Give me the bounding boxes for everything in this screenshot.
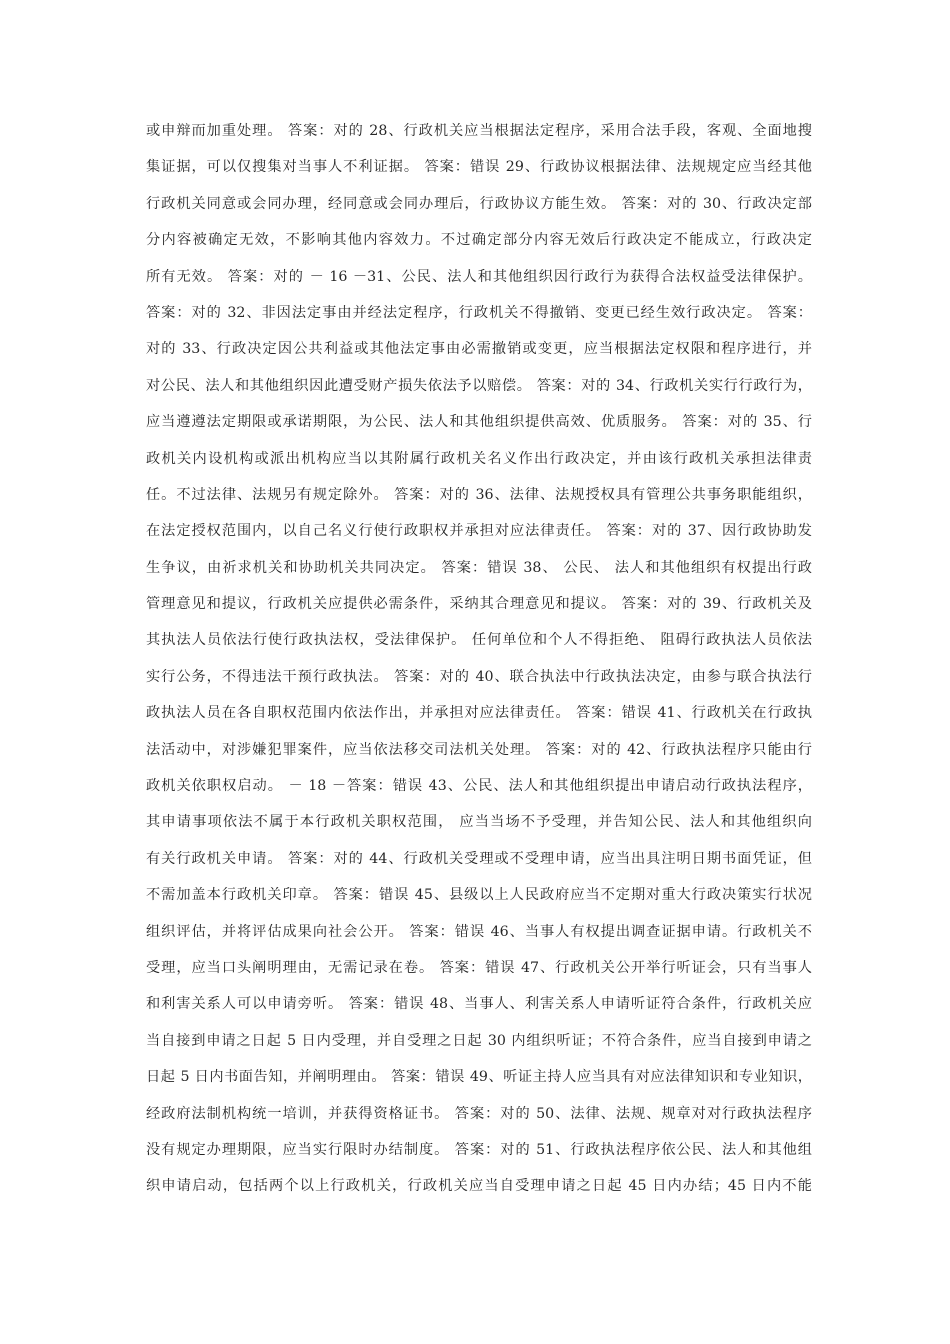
text-line: 或申辩而加重处理。 答案：对的 28、行政机关应当根据法定程序，采用合法手段，客观、全面地搜	[146, 123, 812, 139]
text-line: 行政机关同意或会同办理，经同意或会同办理后，行政协议方能生效。 答案：对的 30、行政决定部	[146, 195, 812, 212]
text-line: 政机关内设机构或派出机构应当以其附属行政机关名义作出行政决定，并由该行政机关承担法律责	[146, 450, 812, 467]
text-line: 当自接到申请之日起 5 日内受理，并自受理之日起 30 内组织听证；不符合条件，应当自接到申请之	[146, 1032, 812, 1049]
text-line: 分内容被确定无效，不影响其他内容效力。不过确定部分内容无效后行政决定不能成立，行政决定	[146, 232, 812, 249]
text-line: 政机关依职权启动。 － 18 －答案：错误 43、公民、法人和其他组织提出申请启动行政执法程序，	[146, 778, 812, 795]
text-line: 政执法人员在各自职权范围内依法作出，并承担对应法律责任。 答案：错误 41、行政机关在行政执	[146, 705, 812, 722]
text-line: 其申请事项依法不属于本行政机关职权范围， 应当当场不予受理，并告知公民、法人和其他组织向	[146, 814, 812, 831]
text-line: 没有规定办理期限，应当实行限时办结制度。 答案：对的 51、行政执法程序依公民、法人和其他组	[146, 1141, 812, 1158]
text-line: 集证据，可以仅搜集对当事人不利证据。 答案：错误 29、行政协议根据法律、法规规定应当经其他	[146, 159, 812, 176]
text-line: 有关行政机关申请。 答案：对的 44、行政机关受理或不受理申请，应当出具注明日期书面凭证，但	[146, 850, 812, 867]
text-line: 任。不过法律、法规另有规定除外。 答案：对的 36、法律、法规授权具有管理公共事务职能组织，	[146, 486, 812, 503]
text-line: 对的 33、行政决定因公共利益或其他法定事由必需撤销或变更，应当根据法定权限和程序进行，并	[146, 341, 812, 358]
text-line: 生争议，由祈求机关和协助机关共同决定。 答案：错误 38、 公民、 法人和其他组织有权提出行政	[146, 559, 812, 576]
text-line: 答案：对的 32、非因法定事由并经法定程序，行政机关不得撤销、变更已经生效行政决定。 答案：	[146, 304, 812, 321]
text-line: 应当遵遵法定期限或承诺期限，为公民、法人和其他组织提供高效、优质服务。 答案：对的 35、行	[146, 414, 812, 431]
text-line: 日起 5 日内书面告知，并阐明理由。 答案：错误 49、听证主持人应当具有对应法律知识和专业知识，	[146, 1069, 812, 1086]
text-line: 实行公务，不得违法干预行政执法。 答案：对的 40、联合执法中行政执法决定，由参与联合执法行	[146, 668, 812, 685]
text-line: 和利害关系人可以申请旁听。 答案：错误 48、当事人、利害关系人申请听证符合条件，行政机关应	[146, 996, 812, 1013]
text-line: 所有无效。 答案：对的 － 16 －31、公民、法人和其他组织因行政行为获得合法权益受法律保护。	[146, 268, 812, 285]
text-line: 法活动中，对涉嫌犯罪案件，应当依法移交司法机关处理。 答案：对的 42、行政执法程序只能由行	[146, 741, 812, 758]
body-text	[146, 119, 812, 1211]
text-line: 织申请启动，包括两个以上行政机关，行政机关应当自受理申请之日起 45 日内办结；45 日内不能	[146, 1178, 812, 1195]
text-line: 组织评估，并将评估成果向社会公开。 答案：错误 46、当事人有权提出调查证据申请。行政机关不	[146, 923, 812, 940]
text-line: 对公民、法人和其他组织因此遭受财产损失依法予以赔偿。 答案：对的 34、行政机关实行行政行为，	[146, 377, 812, 394]
text-line: 经政府法制机构统一培训，并获得资格证书。 答案：对的 50、法律、法规、规章对对行政执法程序	[146, 1105, 812, 1122]
text-line: 受理，应当口头阐明理由，无需记录在卷。 答案：错误 47、行政机关公开举行听证会，只有当事人	[146, 959, 812, 976]
text-line: 管理意见和提议，行政机关应提供必需条件，采纳其合理意见和提议。 答案：对的 39、行政机关及	[146, 596, 812, 613]
text-line: 在法定授权范围内，以自己名义行使行政职权并承担对应法律责任。 答案：对的 37、因行政协助发	[146, 523, 812, 540]
text-line: 不需加盖本行政机关印章。 答案：错误 45、县级以上人民政府应当不定期对重大行政决策实行状况	[146, 887, 812, 904]
text-line: 其执法人员依法行使行政执法权，受法律保护。 任何单位和个人不得拒绝、 阻碍行政执法人员依法	[146, 632, 812, 649]
